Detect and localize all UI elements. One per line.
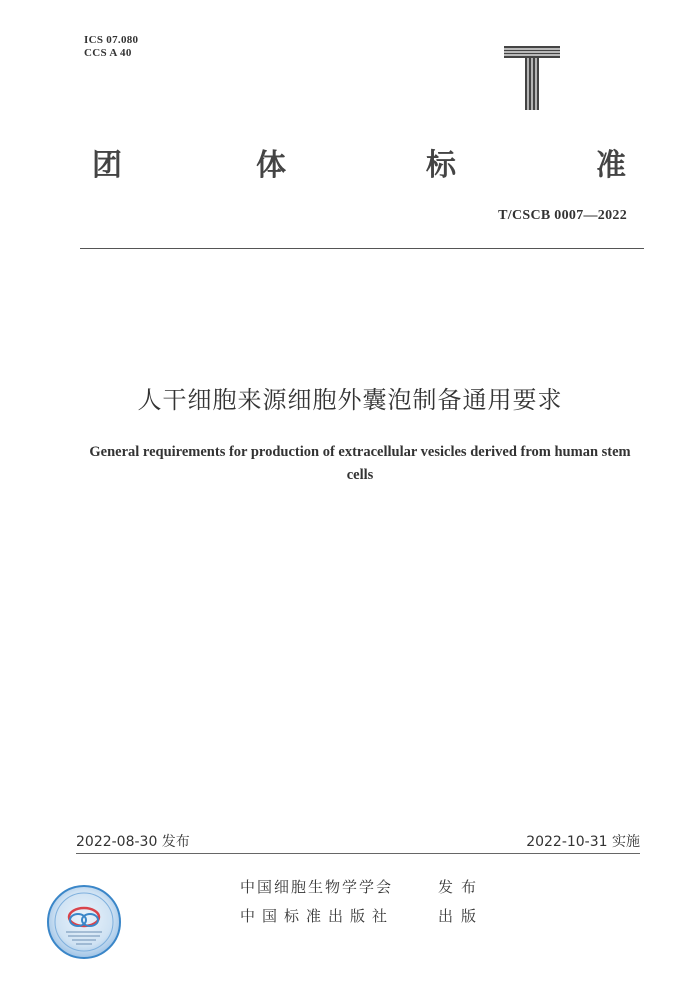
- series-char-4: 准: [596, 148, 626, 183]
- series-char-2: 体: [256, 148, 286, 183]
- issuing-organization: 中国细胞生物学学会: [240, 878, 394, 896]
- anti-counterfeit-seal-icon: [46, 884, 122, 960]
- issue-date: 2022-08-30 发布: [76, 834, 190, 850]
- series-char-3: 标: [426, 148, 456, 183]
- ccs-code: CCS A 40: [84, 47, 132, 59]
- issue-action: 发布: [438, 878, 485, 896]
- implementation-date: 2022-10-31 实施: [526, 834, 640, 850]
- title-chinese: 人干细胞来源细胞外囊泡制备通用要求: [137, 386, 563, 414]
- standard-number: T/CSCB 0007—2022: [498, 208, 627, 223]
- header-divider: [80, 248, 644, 249]
- ics-code: ICS 07.080: [84, 34, 139, 46]
- publish-action: 出版: [438, 907, 485, 925]
- title-english: General requirements for production of extracellular vesicles derived from human stem cells: [89, 444, 631, 483]
- series-char-1: 团: [92, 148, 122, 183]
- footer-divider: [76, 853, 640, 854]
- publishing-organization: 中国标准出版社: [240, 907, 395, 925]
- standard-type-logo: [500, 40, 564, 112]
